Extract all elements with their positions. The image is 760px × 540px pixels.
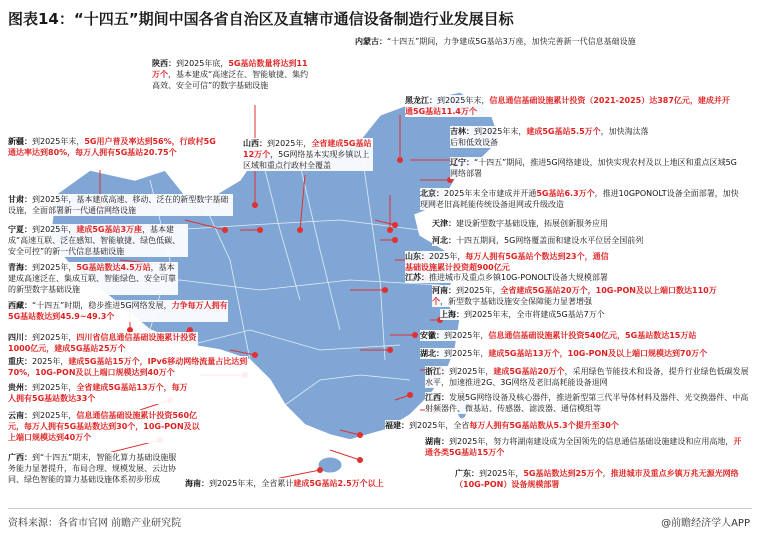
target-highlight: 建成5G基站3万座	[76, 225, 143, 234]
anno-guizhou	[8, 382, 188, 404]
target-highlight: 建成5G基站5.5万个	[526, 127, 601, 136]
target-text: ，基本建成高速泛在、集成互联、智能绿色、安全可靠的新型数字基础设施	[8, 263, 176, 294]
target-text: 推进城市及重点乡镇10G-PONOLT设备大规模部署	[429, 273, 608, 282]
target-text: 到2025年，	[449, 367, 494, 376]
target-highlight: 每万人拥有5G基站个数达到23个，通信基础设施累计投资超900亿元	[405, 252, 609, 272]
target-text: 到2025年，	[32, 383, 77, 392]
province-name: 西藏：	[8, 301, 32, 310]
anno-qinghai	[8, 262, 178, 295]
anno-fujian	[385, 420, 685, 431]
province-name: 河南：	[432, 286, 456, 295]
target-text: ，5G网络基本实现乡镇以上区域和重点行政村全覆盖	[243, 150, 370, 170]
province-name: 湖北：	[420, 349, 444, 358]
target-text: 到2025年，基本建成高速、移动、泛在的新型数字基础设施，全面部署新一代通信网络设施	[8, 195, 229, 215]
province-name: 江苏：	[405, 273, 429, 282]
target-text: 到2025年，	[444, 349, 489, 358]
anno-heilongjiang	[405, 95, 735, 117]
target-highlight: 建成5G基站20万个	[493, 367, 565, 376]
target-text: ，	[602, 469, 611, 478]
province-name: 甘肃：	[8, 195, 32, 204]
anno-yunnan	[8, 410, 203, 443]
target-text: 到2025年，全省	[409, 421, 470, 430]
province-name: 浙江：	[425, 367, 449, 376]
target-text: ，加快淘汰落后和低效设备	[450, 127, 649, 147]
anno-neimenggu	[355, 36, 645, 47]
anno-jilin	[450, 126, 650, 148]
province-name: 湖南：	[425, 437, 449, 446]
province-name: 山西：	[243, 139, 267, 148]
province-name: 四川：	[8, 333, 32, 342]
target-text: 到2025年末，	[32, 137, 85, 146]
target-highlight: 开通各类5G基站15万个	[425, 437, 742, 457]
target-highlight: 建成5G基站15万个，IPv6移动网络流量占比达到70%，10G-PON及以上端口规模达到40万个	[8, 357, 248, 377]
anno-shaanxi	[152, 58, 312, 91]
anno-xizang	[8, 300, 228, 322]
anno-ningxia	[8, 224, 188, 257]
anno-hunan	[425, 436, 745, 458]
target-highlight: 5G用户普及率达到56%，行政村5G通达率达到80%，每万人拥有5G基站20.75个	[8, 137, 216, 157]
target-text: 到2025年，	[444, 331, 489, 340]
province-name: 青海：	[8, 263, 32, 272]
anno-beijing	[420, 188, 740, 210]
target-text: ，采用绿色节能技术和设备，提升行业绿色低碳发展水平，加速推进2G、3G网络及老旧高耗能设备退网	[425, 367, 749, 387]
anno-hainan	[185, 478, 445, 489]
province-name: 上海：	[440, 310, 464, 319]
target-highlight: 信息通信基础设施累计投资540亿元，5G基站数达15万站	[488, 331, 697, 340]
source-note: 资料来源：各省市官网 前瞻产业研究院	[8, 518, 182, 529]
target-highlight: 5G基站数达4.5万站	[76, 263, 151, 272]
target-text: 到2025年，	[267, 139, 312, 148]
province-name: 云南：	[8, 411, 32, 420]
anno-gansu	[8, 194, 233, 216]
anno-shanxi	[243, 138, 373, 171]
target-text: 到2025年末，全省累计	[209, 479, 294, 488]
province-name: 北京：	[420, 189, 444, 198]
target-text: 到2025年，	[32, 225, 77, 234]
province-name: 内蒙古：	[355, 37, 387, 46]
page-title: 图表14：“十四五”期间中国各省自治区及直辖市通信设备制造行业发展目标	[8, 10, 514, 28]
province-name: 海南：	[185, 479, 209, 488]
target-text: 到2025年，	[456, 286, 501, 295]
target-highlight: 建成5G基站13万个，10G-PON及以上端口规模达到70万个	[488, 349, 708, 358]
province-name: 江西：	[425, 393, 449, 402]
target-text: 到2025年末，全市将建成5G基站7万个	[464, 310, 605, 319]
target-highlight: 5G基站6.3万个	[536, 189, 595, 198]
target-text: 到2025年底，	[176, 59, 229, 68]
province-name: 福建：	[385, 421, 409, 430]
anno-hubei	[420, 348, 750, 359]
province-name: 辽宁：	[450, 158, 474, 167]
target-highlight: 信息通信基础设施累计投资（2021-2025）达387亿元，建成并开通5G基站11.4万个	[405, 96, 730, 116]
target-text: 到2025年，	[479, 469, 524, 478]
anno-zhejiang	[425, 366, 755, 388]
anno-sichuan	[8, 332, 198, 354]
province-name: 陕西：	[152, 59, 176, 68]
target-text: 到2025年，	[32, 263, 77, 272]
anno-chongqing	[8, 356, 248, 378]
province-name: 安徽：	[420, 331, 444, 340]
target-highlight: 推进城市及重点乡镇万兆无源光网络（10G-PON）设备规模部署	[455, 469, 739, 489]
anno-xinjiang	[8, 136, 218, 158]
anno-jiangsu	[405, 272, 675, 283]
province-name: 天津：	[432, 219, 456, 228]
target-text: 到2025年末，	[437, 96, 490, 105]
anno-guangdong	[455, 468, 750, 490]
anno-shanghai	[440, 309, 700, 320]
target-text: 发展5G网络设备及核心器件，推进新型第三代半导体材料及器件、光交换器件、中高射频器件、微基站、传感器、滤波器、通信模组等	[425, 393, 749, 413]
target-text: ，新型数字基础设施安全保障能力显著增强	[440, 297, 592, 306]
target-highlight: 全省建成5G基站12万个	[243, 139, 372, 159]
province-name: 吉林：	[450, 127, 474, 136]
anno-tianjin	[432, 218, 672, 229]
province-name: 山东：	[405, 252, 429, 261]
target-highlight: 建成5G基站2.5万个以上	[293, 479, 384, 488]
target-highlight: 5G基站数达到25万个	[523, 469, 603, 478]
target-highlight: 四川省信息通信基础设施累计投资1000亿元，建成5G基站25万个	[8, 333, 197, 353]
target-highlight: 力争每万人拥有5G基站数达到45.9~49.3个	[8, 301, 228, 321]
province-name: 广西：	[8, 453, 32, 462]
target-highlight: 每万人拥有5G基站数从5.3个提升至30个	[469, 421, 619, 430]
anno-anhui	[420, 330, 750, 341]
target-text: 2025年末全市建成并开通	[444, 189, 537, 198]
province-name: 黑龙江：	[405, 96, 437, 105]
target-text: ，推进10GPONOLT设备全面部署，加快现网老旧高耗能传统设备退网或升级改造	[420, 189, 739, 209]
target-text: 到2025年末，	[474, 127, 527, 136]
anno-guangxi	[8, 452, 178, 485]
anno-liaoning	[450, 157, 740, 179]
target-highlight: 信息通信基础设施累计投资560亿元，每万人拥有5G基站数达到30个，10G-PON及以上端口规模达到40万个	[8, 411, 200, 442]
province-name: 重庆：	[8, 357, 32, 366]
target-highlight: 5G基站数量将达到11万个	[152, 59, 308, 79]
province-name: 河北：	[432, 236, 456, 245]
target-text: “十四五”期间，力争建成5G基站3万座，加快完善新一代信息基础设施	[387, 37, 636, 46]
province-name: 宁夏：	[8, 225, 32, 234]
target-text: 十四五期间，5G网络覆盖面和建设水平位居全国前列	[456, 236, 644, 245]
anno-jiangxi	[425, 392, 755, 414]
target-text: ，基本建成“高速互联、泛在感知、智能敏捷、绿色低碳、安全可控”的新一代信息基础设施	[8, 225, 181, 256]
target-text: 2025年，	[429, 252, 466, 261]
target-text: “十四五”期间，推进5G网络建设，加快实现农村及以上地区和重点区域5G网络部署	[450, 158, 737, 178]
province-name: 新疆：	[8, 137, 32, 146]
target-text: 到2025年，	[32, 333, 77, 342]
anno-henan	[432, 285, 732, 307]
anno-shandong	[405, 251, 615, 273]
target-text: “十四五”时期，稳步推进5G网络发展，	[32, 301, 172, 310]
target-text: 到2025年，努力将湖南建设成为全国领先的信息通信基础设施建设和应用高地，	[449, 437, 734, 446]
target-text: 到2025年，	[32, 411, 77, 420]
target-highlight: 全省建成5G基站13万个，每万人拥有5G基站数达33个	[8, 383, 188, 403]
target-text: 建设新型数字基础设施，拓展创新服务应用	[456, 219, 608, 228]
target-text: ，基本建成“高速泛在、智能敏捷、集约高效、安全可信”的数字基础设施	[152, 70, 309, 90]
province-name: 贵州：	[8, 383, 32, 392]
province-name: 广东：	[455, 469, 479, 478]
anno-hebei	[432, 235, 692, 246]
brand-credit: @前瞻经济学人APP	[661, 518, 750, 529]
target-text: 2025年，	[32, 357, 69, 366]
target-highlight: 全省建成5G基站20万个，10G-PON及以上端口数达110万个	[432, 286, 717, 306]
target-text: 到“十四五”期末，智能化算力基础设施服务能力显著提升，布局合理、规模发展、云边协同、绿色智能的算力基础设施体系初步形成	[8, 453, 177, 484]
footer-divider	[8, 508, 752, 509]
